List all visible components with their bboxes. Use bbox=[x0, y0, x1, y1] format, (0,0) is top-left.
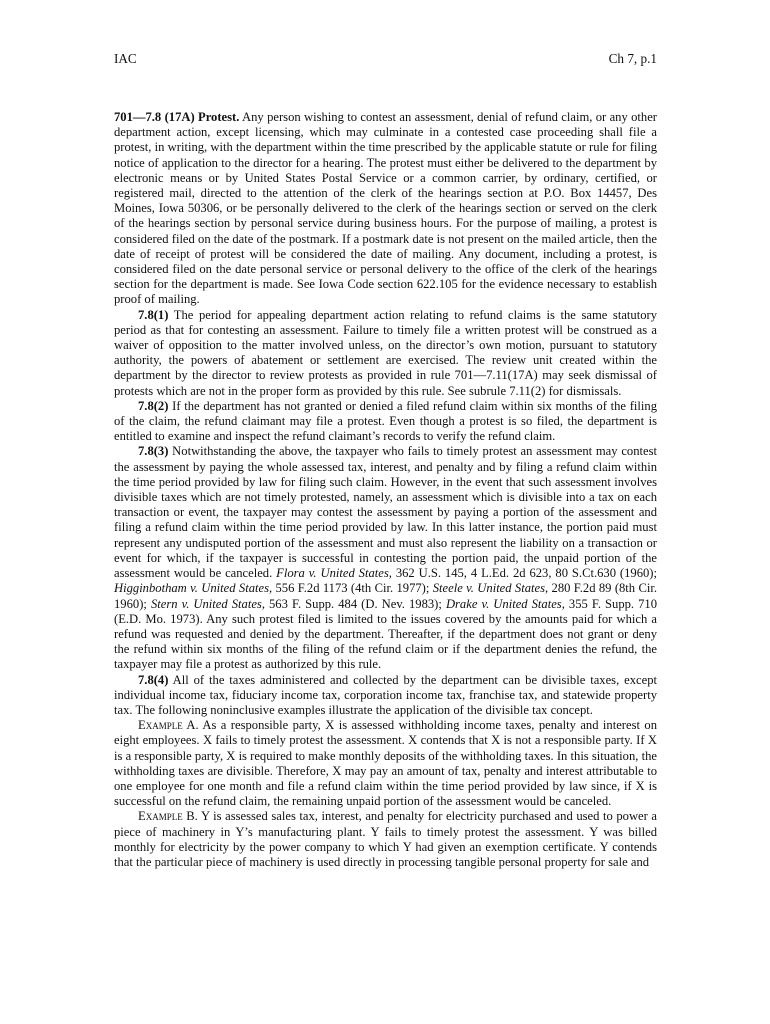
example-a-text: As a responsible party, X is assessed withholding income taxes, penalty and interest on eight employees. X fails to timely protest the assessment. X contends that X is not a responsible party. If X is a responsible party, X is required to make monthly deposits of the withholding taxes. In this situation, the withholding taxes are divisible. Therefore, X may pay an amount of tax, penalty and interest attributable to one employee for one month and file a refund claim within the time period provided by law since, if X is successful on the refund claim, the remaining unpaid portion of the assessment would be canceled. bbox=[114, 718, 657, 809]
example-b-label: Example B. bbox=[138, 809, 198, 824]
case-citation: Stern v. United States, bbox=[150, 596, 265, 611]
subrule-2-text: If the department has not granted or denied a filed refund claim within six months of the filing of the claim, the refund claimant may file a protest. Even though a protest is so filed, the department is entitled to examine and inspect the refund claimant’s records to verify the refund claim. bbox=[114, 398, 657, 444]
citation-text: 362 U.S. 145, 4 L.Ed. 2d 623, 80 S.Ct.630 (1960); bbox=[391, 566, 657, 581]
subrule-4-number: 7.8(4) bbox=[138, 672, 169, 687]
example-b-text: Y is assessed sales tax, interest, and penalty for electricity purchased and used to power a piece of machinery in Y’s manufacturing plant. Y fails to timely protest the assessment. Y was billed monthly for electricity by the power company to which Y had given an exemption certificate. Y contends that the particular piece of machinery is used directly in processing tangible personal property for sale and bbox=[114, 809, 657, 869]
subrule-1 bbox=[114, 308, 657, 399]
citation-text: 280 F.2d 89 (8th Cir. 1960); bbox=[114, 581, 658, 611]
example-a bbox=[114, 718, 657, 809]
subrule-1-number: 7.8(1) bbox=[138, 307, 169, 322]
example-b bbox=[114, 809, 657, 870]
subrule-3-number: 7.8(3) bbox=[138, 444, 169, 459]
case-citation: Steele v. United States, bbox=[432, 581, 549, 596]
example-a-label: Example A. bbox=[138, 718, 199, 733]
subrule-3-text: Notwithstanding the above, the taxpayer who fails to timely protest an assessment may contest the assessment by paying the whole assessed tax, interest, and penalty and by filing a refund claim within the time period provided by law for filing such claim. However, in the event that such assessment involves divisible taxes which are not timely protested, namely, an assessment which is divisible into a tax on each transaction or event, the taxpayer may contest the assessment by paying a portion of the assessment and filing a refund claim within the time period provided by law. In this latter instance, the portion paid must represent any undisputed portion of the assessment and must also represent the liability on a transaction or event for which, if the taxpayer is successful in contesting the portion paid, the unpaid portion of the assessment would be canceled. bbox=[114, 444, 657, 581]
subrule-2-number: 7.8(2) bbox=[138, 398, 169, 413]
case-citation: Drake v. United States, bbox=[445, 596, 565, 611]
subrule-3-text-cont: 355 F. Supp. 710 (E.D. Mo. 1973). Any such protest filed is limited to the issues covered by the amounts paid for which a refund was requested and denied by the department. Thereafter, if the department does not grant or deny the refund within six months of the filing of the refund claim or if the department denies the refund, the taxpayer may file a protest as authorized by this rule. bbox=[114, 596, 658, 672]
subrule-1-text: The period for appealing department action relating to refund claims is the same statutory period as that for contesting an assessment. Failure to timely file a written protest will be construed as a waiver of opposition to the matter involved unless, on the director’s own motion, pursuant to statutory authority, the powers of abatement or settlement are exercised. The review unit created within the department by the director to review protests as provided in rule 701—7.11(17A) may seek dismissal of protests which are not in the proper form as provided by this rule. See subrule 7.11(2) for dismissals. bbox=[114, 307, 657, 398]
document-body bbox=[114, 110, 657, 870]
citation-text: 563 F. Supp. 484 (D. Nev. 1983); bbox=[264, 596, 446, 611]
citation-text: 556 F.2d 1173 (4th Cir. 1977); bbox=[272, 581, 433, 596]
subrule-4 bbox=[114, 673, 657, 719]
running-header-right: Ch 7, p.1 bbox=[608, 51, 657, 66]
subrule-4-text: All of the taxes administered and collected by the department can be divisible taxes, except individual income tax, fiduciary income tax, corporation income tax, franchise tax, and statewide property tax. The following noninclusive examples illustrate the application of the divisible tax concept. bbox=[114, 672, 657, 717]
rule-heading: 701—7.8 (17A) Protest. bbox=[114, 110, 240, 124]
subrule-2 bbox=[114, 399, 657, 445]
rule-text: Any person wishing to contest an assessment, denial of refund claim, or any other department action, except licensing, which may culminate in a contested case proceeding shall file a protest, in writing, with the department within the time prescribed by the applicable statute or rule for filing notice of application to the director for a hearing. The protest must either be delivered to the department by electronic means or by United States Postal Service or a common carrier, by ordinary, certified, or registered mail, directed to the attention of the clerk of the hearings section at P.O. Box 14457, Des Moines, Iowa 50306, or be personally delivered to the clerk of the hearings section or served on the clerk of the hearings section by personal service during business hours. For the purpose of mailing, a protest is considered filed on the date of the postmark. If a postmark date is not present on the mailed article, then the date of receipt of protest will be considered the date of mailing. Any document, including a protest, is considered filed on the date personal service or personal delivery to the office of the clerk of the hearings section for the department is made. See Iowa Code section 622.105 for the evidence necessary to establish proof of mailing. bbox=[114, 110, 657, 307]
case-citation: Flora v. United States, bbox=[276, 566, 392, 581]
running-header-left: IAC bbox=[114, 51, 137, 66]
case-citation: Higginbotham v. United States, bbox=[114, 581, 273, 596]
subrule-3 bbox=[114, 444, 657, 672]
rule-paragraph bbox=[114, 110, 657, 308]
